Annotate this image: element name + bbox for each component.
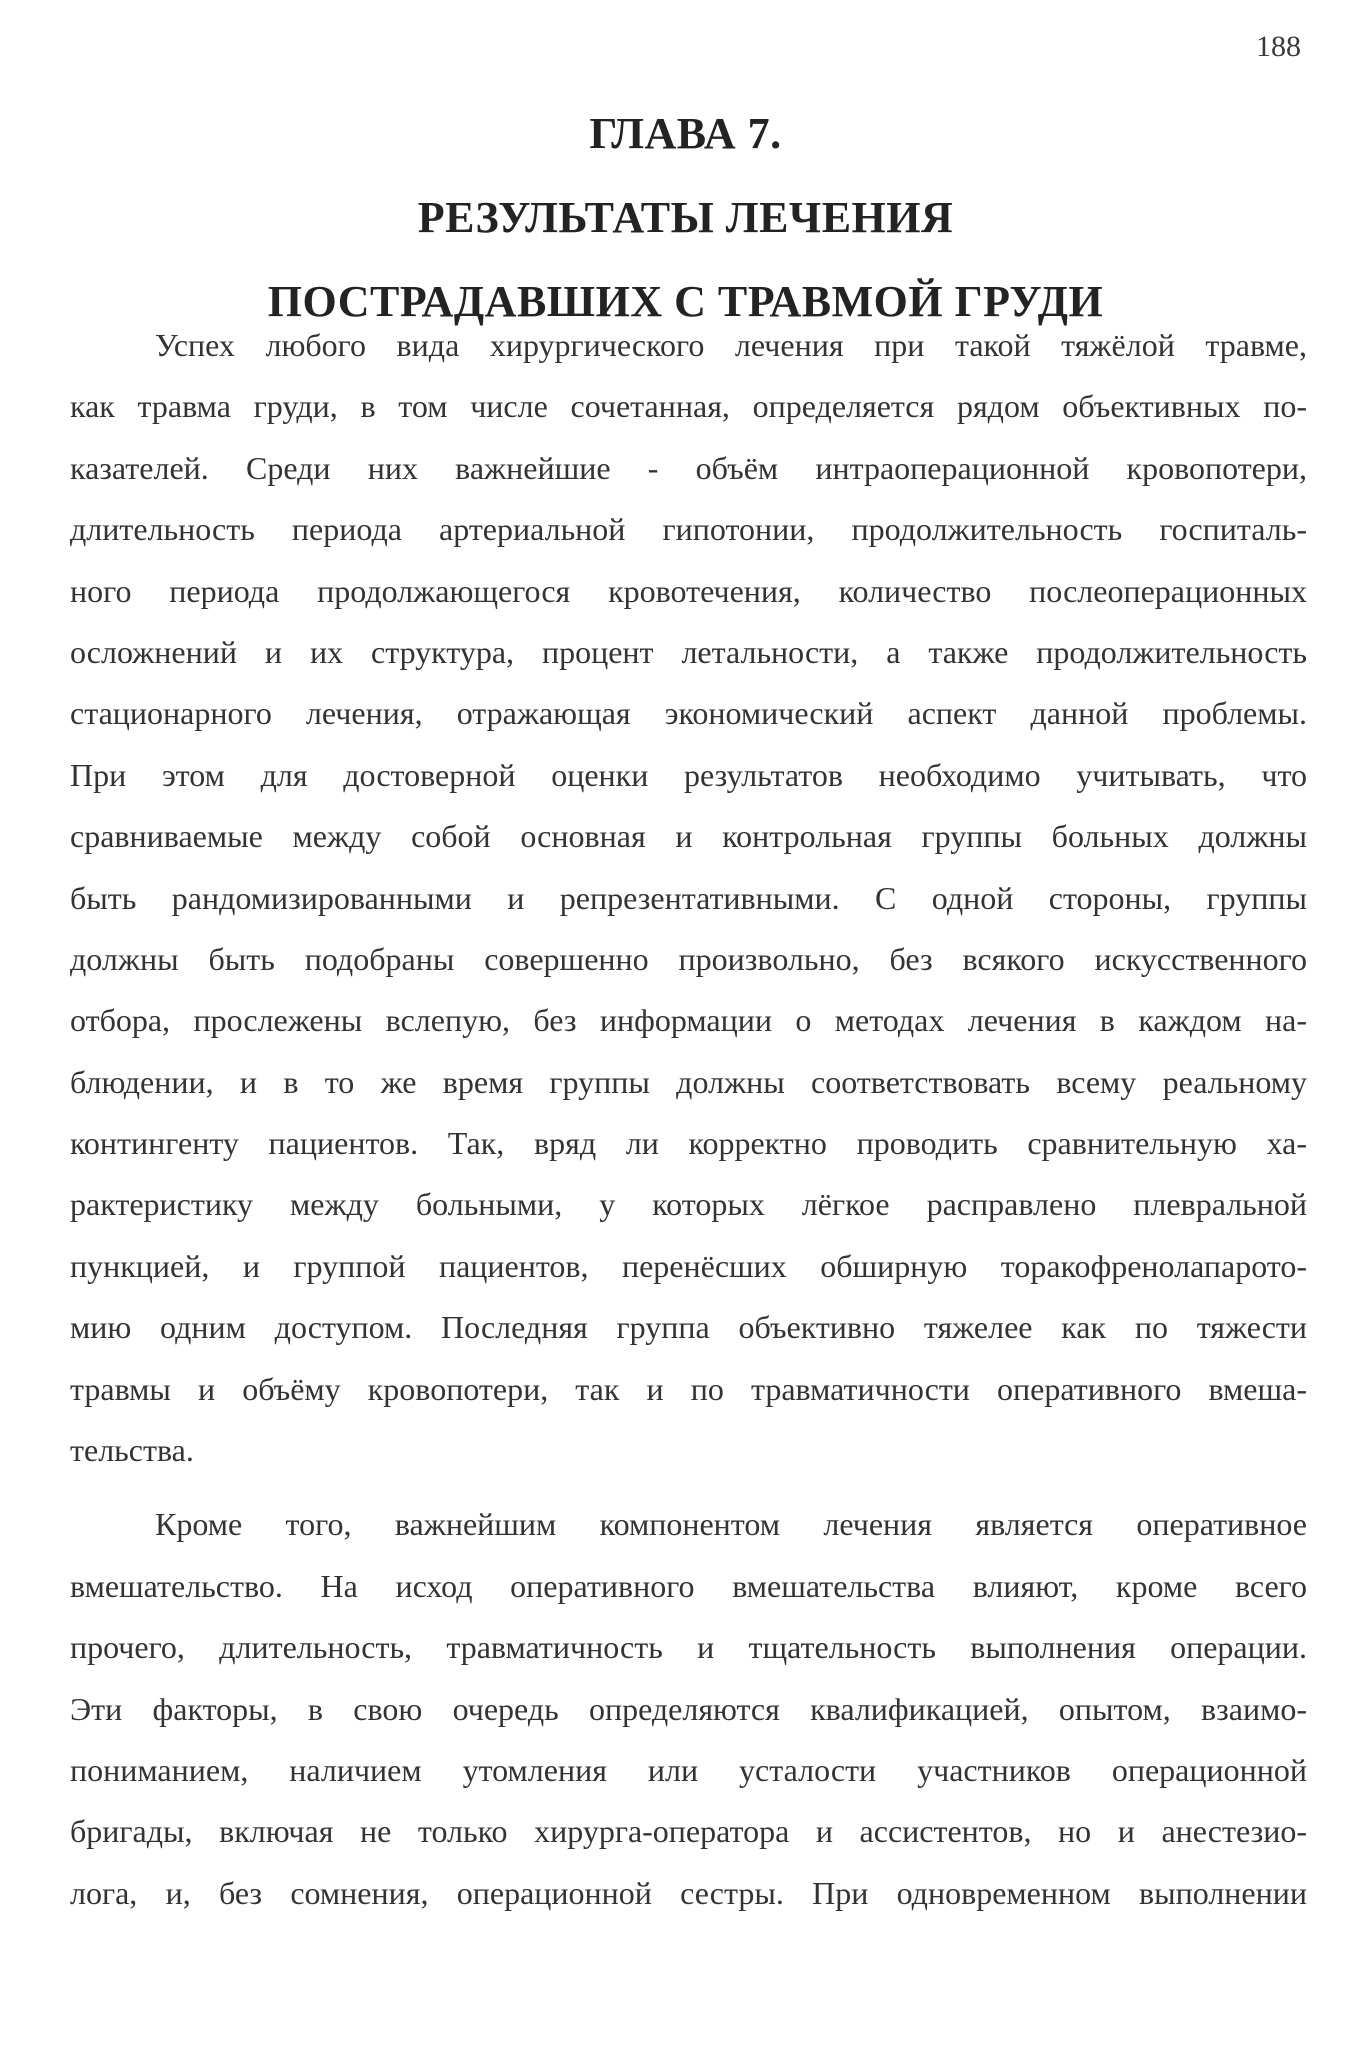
text-line: Эти факторы, в свою очередь определяются квалификацией, опытом, взаимо- xyxy=(70,1690,1307,1727)
text-line: При этом для достоверной оценки результатов необходимо учитывать, что xyxy=(70,756,1307,793)
text-line: сравниваемые между собой основная и контрольная группы больных должны xyxy=(70,818,1307,855)
chapter-title-line-1: РЕЗУЛЬТАТЫ ЛЕЧЕНИЯ xyxy=(417,193,954,242)
chapter-title-line-2: ПОСТРАДАВШИХ С ТРАВМОЙ ГРУДИ xyxy=(267,277,1104,326)
paragraph-2 xyxy=(70,1494,1307,1924)
text-line: казателей. Среди них важнейшие - объём интраоперационной кровопотери, xyxy=(70,449,1307,486)
text-line: Кроме того, важнейшим компонентом лечения является оперативное xyxy=(155,1506,1307,1543)
text-line: пониманием, наличием утомления или усталости участников операционной xyxy=(70,1751,1307,1788)
text-line: быть рандомизированными и репрезентативными. С одной стороны, группы xyxy=(70,879,1307,916)
body-text xyxy=(70,315,1307,1924)
text-line: рактеристику между больными, у которых лёгкое расправлено плевральной xyxy=(70,1186,1307,1223)
chapter-number: ГЛАВА 7. xyxy=(589,109,782,158)
text-line: контингенту пациентов. Так, вряд ли корректно проводить сравнительную ха- xyxy=(70,1125,1307,1162)
text-line: как травма груди, в том числе сочетанная, определяется рядом объективных по- xyxy=(70,388,1307,425)
chapter-heading xyxy=(70,92,1301,344)
text-line: длительность периода артериальной гипотонии, продолжительность госпиталь- xyxy=(70,511,1307,548)
text-line: отбора, прослежены вслепую, без информации о методах лечения в каждом на- xyxy=(70,1002,1307,1039)
text-line: осложнений и их структура, процент летальности, а также продолжительность xyxy=(70,633,1307,670)
text-line: Успех любого вида хирургического лечения при такой тяжёлой травме, xyxy=(155,327,1307,363)
text-line: бригады, включая не только хирурга-оператора и ассистентов, но и анестезио- xyxy=(70,1813,1307,1850)
page-number: 188 xyxy=(1256,30,1301,63)
text-line: вмешательство. На исход оперативного вмешательства влияют, кроме всего xyxy=(70,1567,1307,1604)
paragraph-1 xyxy=(70,315,1307,1481)
text-line: прочего, длительность, травматичность и тщательность выполнения операции. xyxy=(70,1629,1307,1666)
text-line: ного периода продолжающегося кровотечения, количество послеоперационных xyxy=(70,572,1307,609)
text-line: стационарного лечения, отражающая экономический аспект данной проблемы. xyxy=(70,695,1307,732)
text-line: пункцией, и группой пациентов, перенёсших обширную торакофренолапарото- xyxy=(70,1247,1307,1284)
text-line: мию одним доступом. Последняя группа объективно тяжелее как по тяжести xyxy=(70,1309,1307,1346)
text-line: должны быть подобраны совершенно произвольно, без всякого искусственного xyxy=(70,940,1307,977)
text-line: травмы и объёму кровопотери, так и по травматичности оперативного вмеша- xyxy=(70,1370,1307,1407)
text-line: блюдении, и в то же время группы должны соответствовать всему реальному xyxy=(70,1063,1307,1100)
text-line: тельства. xyxy=(70,1432,194,1469)
paragraph-gap xyxy=(70,1481,1307,1494)
text-line: лога, и, без сомнения, операционной сестры. При одновременном выполнении xyxy=(70,1874,1307,1911)
